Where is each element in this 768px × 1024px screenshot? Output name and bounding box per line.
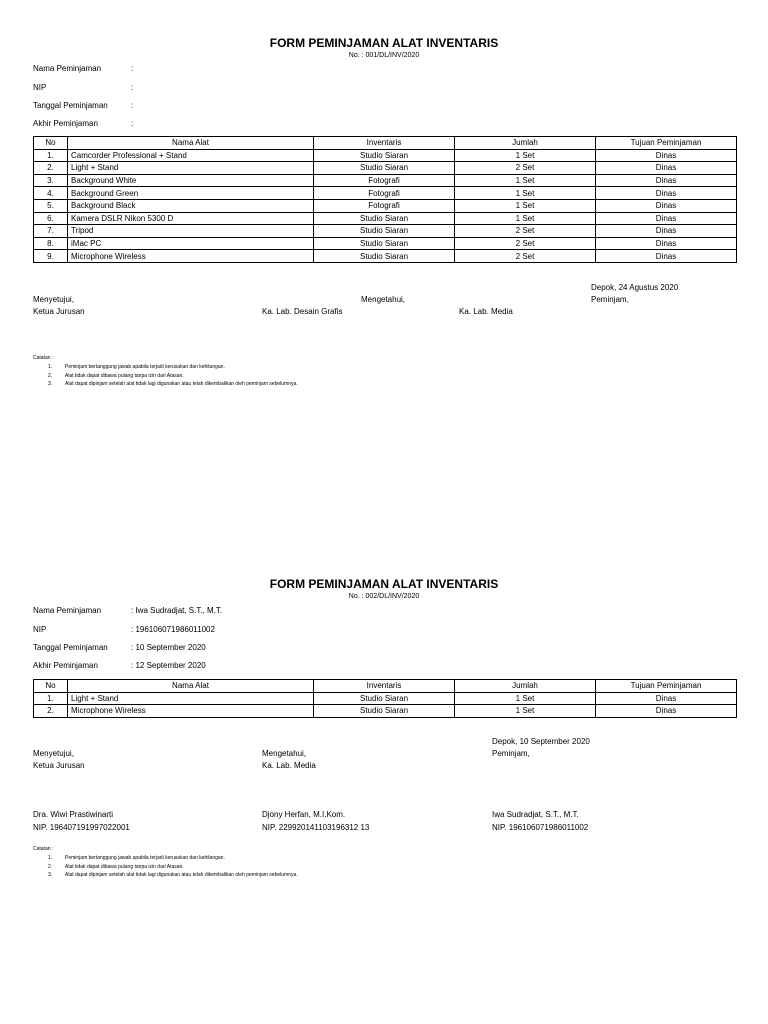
col-header-purpose: Tujuan Peminjaman bbox=[596, 680, 737, 693]
col-header-no: No bbox=[34, 680, 68, 693]
form2-field-label-start: Tanggal Peminjaman bbox=[33, 643, 108, 652]
cell-qty: 2 Set bbox=[455, 250, 596, 263]
cell-qty: 1 Set bbox=[455, 212, 596, 225]
form2-notes-title: Catatan : bbox=[33, 846, 54, 852]
form2-note-text: Peminjam bertanggung jawab apabila terjadi kerusakan dan kehilangan. bbox=[65, 855, 225, 861]
cell-no: 6. bbox=[34, 212, 68, 225]
cell-item: Background White bbox=[68, 174, 314, 187]
form2-know-role: Ka. Lab. Media bbox=[262, 761, 316, 770]
cell-purpose: Dinas bbox=[596, 174, 737, 187]
cell-item: Camcorder Professional + Stand bbox=[68, 149, 314, 162]
cell-qty: 1 Set bbox=[455, 705, 596, 718]
form1-notes-title: Catatan : bbox=[33, 355, 54, 361]
table-row bbox=[34, 149, 737, 162]
cell-no: 4. bbox=[34, 187, 68, 200]
col-header-qty: Jumlah bbox=[455, 680, 596, 693]
cell-no: 1. bbox=[34, 149, 68, 162]
cell-no: 8. bbox=[34, 237, 68, 250]
form2-field-label-nip: NIP bbox=[33, 625, 47, 634]
cell-no: 7. bbox=[34, 225, 68, 238]
form1-borrower-label: Peminjam, bbox=[591, 295, 629, 304]
col-header-item: Nama Alat bbox=[68, 137, 314, 150]
cell-inventory: Fotografi bbox=[314, 187, 455, 200]
col-header-qty: Jumlah bbox=[455, 137, 596, 150]
form2-field-value-start: : 10 September 2020 bbox=[131, 643, 206, 652]
form1-field-label-nip: NIP bbox=[33, 83, 47, 92]
cell-item: Microphone Wireless bbox=[68, 250, 314, 263]
form2-place-date: Depok, 10 September 2020 bbox=[492, 737, 590, 746]
cell-qty: 1 Set bbox=[455, 149, 596, 162]
table-row bbox=[34, 174, 737, 187]
form2-number: No. : 002/DL/INV/2020 bbox=[348, 593, 420, 600]
col-header-item: Nama Alat bbox=[68, 680, 314, 693]
form2-field-label-name: Nama Peminjaman bbox=[33, 606, 102, 615]
signer-nip: NIP. 196106071986011002 bbox=[492, 823, 589, 832]
cell-item: Microphone Wireless bbox=[68, 705, 314, 718]
cell-purpose: Dinas bbox=[596, 149, 737, 162]
form1-field-value-start: : bbox=[131, 101, 134, 110]
cell-item: Light + Stand bbox=[68, 692, 314, 705]
cell-qty: 1 Set bbox=[455, 199, 596, 212]
cell-inventory: Studio Siaran bbox=[314, 225, 455, 238]
form2-approve-label: Menyetujui, bbox=[33, 749, 74, 758]
cell-inventory: Studio Siaran bbox=[314, 705, 455, 718]
cell-item: iMac PC bbox=[68, 237, 314, 250]
form1-field-label-name: Nama Peminjaman bbox=[33, 64, 102, 73]
form2-note-text: Alat tidak dapat dibawa pulang tanpa izin dari Atasan. bbox=[65, 864, 184, 870]
cell-item: Background Green bbox=[68, 187, 314, 200]
form1-approve-role: Ketua Jurusan bbox=[33, 307, 85, 316]
cell-inventory: Studio Siaran bbox=[314, 212, 455, 225]
signer-nip: NIP. 229920141103196312 13 bbox=[262, 823, 370, 832]
form2-approve-role: Ketua Jurusan bbox=[33, 761, 85, 770]
table-row bbox=[34, 250, 737, 263]
signer-name: Iwa Sudradjat, S.T., M.T. bbox=[492, 810, 579, 819]
cell-qty: 1 Set bbox=[455, 187, 596, 200]
cell-qty: 1 Set bbox=[455, 174, 596, 187]
form1-note-text: Alat dapat dipinjam setelah alat tidak lagi digunakan atau telah dikembalikan oleh peminjam sebelumnya. bbox=[65, 381, 298, 387]
form1-inventory-table bbox=[33, 136, 737, 263]
form1-place-date: Depok, 24 Agustus 2020 bbox=[591, 283, 679, 292]
cell-item: Light + Stand bbox=[68, 162, 314, 175]
signer-name: Djony Herfan, M.I.Kom. bbox=[262, 810, 346, 819]
form1-field-label-start: Tanggal Peminjaman bbox=[33, 101, 108, 110]
cell-purpose: Dinas bbox=[596, 199, 737, 212]
col-header-purpose: Tujuan Peminjaman bbox=[596, 137, 737, 150]
form2-know-label: Mengetahui, bbox=[262, 749, 307, 758]
cell-purpose: Dinas bbox=[596, 250, 737, 263]
cell-no: 3. bbox=[34, 174, 68, 187]
table-row bbox=[34, 187, 737, 200]
cell-qty: 2 Set bbox=[455, 237, 596, 250]
form1-note-number: 1. bbox=[48, 364, 53, 370]
cell-no: 2. bbox=[34, 162, 68, 175]
cell-inventory: Studio Siaran bbox=[314, 237, 455, 250]
cell-item: Background Black bbox=[68, 199, 314, 212]
form1-note-text: Alat tidak dapat dibawa pulang tanpa izin dari Atasan. bbox=[65, 373, 184, 379]
cell-purpose: Dinas bbox=[596, 225, 737, 238]
cell-purpose: Dinas bbox=[596, 705, 737, 718]
col-header-inventory: Inventaris bbox=[314, 680, 455, 693]
form1-field-label-end: Akhir Peminjaman bbox=[33, 119, 98, 128]
form1-know-label: Mengetahui, bbox=[361, 295, 406, 304]
cell-inventory: Studio Siaran bbox=[314, 149, 455, 162]
table-header-row bbox=[34, 137, 737, 150]
table-row bbox=[34, 162, 737, 175]
form2-field-value-name: : Iwa Sudradjat, S.T., M.T. bbox=[131, 606, 223, 615]
cell-purpose: Dinas bbox=[596, 692, 737, 705]
col-header-inventory: Inventaris bbox=[314, 137, 455, 150]
form2-note-number: 2. bbox=[48, 864, 53, 870]
cell-purpose: Dinas bbox=[596, 187, 737, 200]
form2-field-label-end: Akhir Peminjaman bbox=[33, 661, 98, 670]
form1-field-value-end: : bbox=[131, 119, 134, 128]
form2-note-number: 3. bbox=[48, 872, 53, 878]
table-row bbox=[34, 212, 737, 225]
cell-purpose: Dinas bbox=[596, 212, 737, 225]
cell-no: 2. bbox=[34, 705, 68, 718]
form2-borrower-label: Peminjam, bbox=[492, 749, 530, 758]
table-header-row bbox=[34, 680, 737, 693]
form2-field-value-nip: : 196106071986011002 bbox=[131, 625, 215, 634]
signer-name: Dra. Wiwi Prastiwinarti bbox=[33, 810, 114, 819]
col-header-no: No bbox=[34, 137, 68, 150]
table-row bbox=[34, 225, 737, 238]
cell-purpose: Dinas bbox=[596, 162, 737, 175]
cell-inventory: Fotografi bbox=[314, 174, 455, 187]
form1-field-value-nip: : bbox=[131, 83, 134, 92]
signer-nip: NIP. 196407191997022001 bbox=[33, 823, 130, 832]
form2-title: FORM PEMINJAMAN ALAT INVENTARIS bbox=[269, 577, 499, 591]
form2-field-value-end: : 12 September 2020 bbox=[131, 661, 206, 670]
form2-note-text: Alat dapat dipinjam setelah alat tidak lagi digunakan atau telah dikembalikan oleh peminjam sebelumnya. bbox=[65, 872, 298, 878]
table-row bbox=[34, 705, 737, 718]
form1-know-role-media: Ka. Lab. Media bbox=[459, 307, 513, 316]
form1-number: No. : 001/DL/INV/2020 bbox=[348, 52, 420, 59]
cell-no: 5. bbox=[34, 199, 68, 212]
cell-inventory: Studio Siaran bbox=[314, 162, 455, 175]
table-row bbox=[34, 692, 737, 705]
cell-qty: 2 Set bbox=[455, 225, 596, 238]
cell-inventory: Studio Siaran bbox=[314, 250, 455, 263]
form1-approve-label: Menyetujui, bbox=[33, 295, 74, 304]
cell-qty: 2 Set bbox=[455, 162, 596, 175]
cell-no: 9. bbox=[34, 250, 68, 263]
cell-qty: 1 Set bbox=[455, 692, 596, 705]
form2-inventory-table bbox=[33, 679, 737, 718]
form1-note-text: Peminjam bertanggung jawab apabila terjadi kerusakan dan kehilangan. bbox=[65, 364, 225, 370]
cell-item: Kamera DSLR Nikon 5300 D bbox=[68, 212, 314, 225]
form1-note-number: 3. bbox=[48, 381, 53, 387]
table-row bbox=[34, 199, 737, 212]
table-row bbox=[34, 237, 737, 250]
form1-know-role-design: Ka. Lab. Desain Grafis bbox=[262, 307, 343, 316]
cell-inventory: Fotografi bbox=[314, 199, 455, 212]
cell-item: Tripod bbox=[68, 225, 314, 238]
cell-purpose: Dinas bbox=[596, 237, 737, 250]
cell-inventory: Studio Siaran bbox=[314, 692, 455, 705]
form1-title: FORM PEMINJAMAN ALAT INVENTARIS bbox=[269, 36, 499, 50]
form1-field-value-name: : bbox=[131, 64, 134, 73]
form1-note-number: 2. bbox=[48, 373, 53, 379]
form2-note-number: 1. bbox=[48, 855, 53, 861]
cell-no: 1. bbox=[34, 692, 68, 705]
